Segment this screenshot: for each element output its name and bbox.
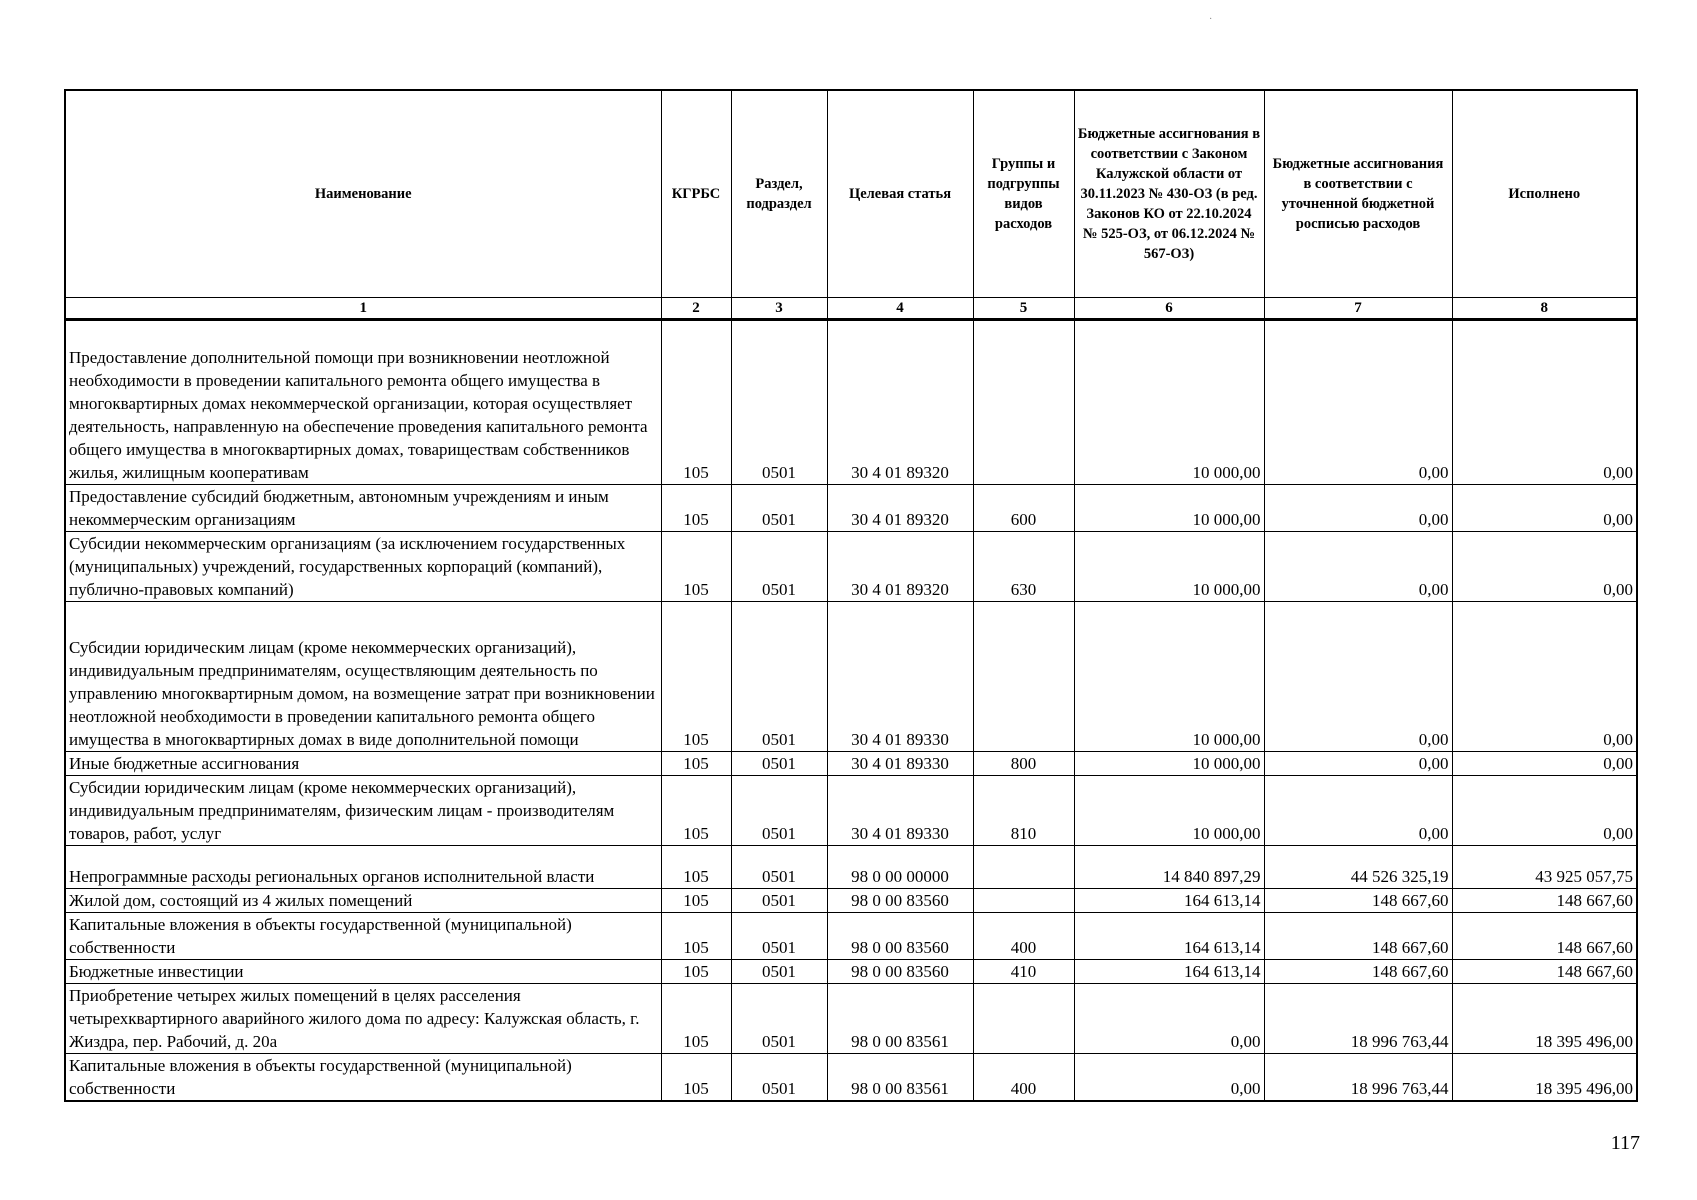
law-allocation-cell: 10 000,00 (1074, 485, 1264, 532)
row-name-cell: Непрограммные расходы региональных органов исполнительной власти (65, 846, 661, 889)
executed-cell: 0,00 (1452, 485, 1637, 532)
law-allocation-cell: 164 613,14 (1074, 960, 1264, 984)
target-article-cell: 30 4 01 89320 (827, 320, 973, 485)
row-name-cell: Приобретение четырех жилых помещений в целях расселения четырехквартирного аварийного жилого дома по адресу: Калужская область, г. Жиздра, пер. Рабочий, д. 20а (65, 984, 661, 1054)
law-allocation-cell: 164 613,14 (1074, 913, 1264, 960)
expense-group-cell: 400 (973, 913, 1074, 960)
law-allocation-cell: 0,00 (1074, 984, 1264, 1054)
executed-cell: 0,00 (1452, 320, 1637, 485)
roster-allocation-cell: 148 667,60 (1264, 889, 1452, 913)
section-cell: 0501 (731, 776, 827, 846)
table-row (65, 960, 1637, 984)
scan-mark: · (1209, 14, 1213, 25)
target-article-cell: 30 4 01 89330 (827, 602, 973, 752)
page-number: 117 (1610, 1132, 1640, 1154)
kgrbs-cell: 105 (661, 485, 731, 532)
section-cell: 0501 (731, 913, 827, 960)
section-cell: 0501 (731, 532, 827, 602)
column-number: 2 (661, 298, 731, 320)
row-name-cell: Жилой дом, состоящий из 4 жилых помещений (65, 889, 661, 913)
table-row (65, 752, 1637, 776)
table-header (65, 90, 1637, 320)
header-target-article: Целевая статья (827, 90, 973, 298)
expense-group-cell: 410 (973, 960, 1074, 984)
section-cell: 0501 (731, 984, 827, 1054)
law-allocation-cell: 14 840 897,29 (1074, 846, 1264, 889)
row-name-cell: Капитальные вложения в объекты государственной (муниципальной) собственности (65, 1054, 661, 1102)
roster-allocation-cell: 0,00 (1264, 776, 1452, 846)
law-allocation-cell: 10 000,00 (1074, 320, 1264, 485)
table-row (65, 889, 1637, 913)
table-row (65, 485, 1637, 532)
target-article-cell: 30 4 01 89330 (827, 752, 973, 776)
header-name: Наименование (65, 90, 661, 298)
table-row (65, 1054, 1637, 1102)
kgrbs-cell: 105 (661, 320, 731, 485)
executed-cell: 43 925 057,75 (1452, 846, 1637, 889)
executed-cell: 0,00 (1452, 532, 1637, 602)
law-allocation-cell: 0,00 (1074, 1054, 1264, 1102)
target-article-cell: 30 4 01 89320 (827, 532, 973, 602)
table-body (65, 320, 1637, 1102)
target-article-cell: 30 4 01 89330 (827, 776, 973, 846)
roster-allocation-cell: 0,00 (1264, 752, 1452, 776)
executed-cell: 0,00 (1452, 752, 1637, 776)
target-article-cell: 98 0 00 83561 (827, 984, 973, 1054)
section-cell: 0501 (731, 752, 827, 776)
executed-cell: 0,00 (1452, 602, 1637, 752)
target-article-cell: 30 4 01 89320 (827, 485, 973, 532)
section-cell: 0501 (731, 960, 827, 984)
column-number: 1 (65, 298, 661, 320)
executed-cell: 148 667,60 (1452, 913, 1637, 960)
budget-table (64, 89, 1638, 1102)
target-article-cell: 98 0 00 00000 (827, 846, 973, 889)
kgrbs-cell: 105 (661, 913, 731, 960)
target-article-cell: 98 0 00 83560 (827, 913, 973, 960)
row-name-cell: Бюджетные инвестиции (65, 960, 661, 984)
expense-group-cell: 800 (973, 752, 1074, 776)
section-cell: 0501 (731, 485, 827, 532)
column-number: 7 (1264, 298, 1452, 320)
roster-allocation-cell: 148 667,60 (1264, 913, 1452, 960)
executed-cell: 148 667,60 (1452, 960, 1637, 984)
law-allocation-cell: 10 000,00 (1074, 602, 1264, 752)
header-law-allocation: Бюджетные ассигнования в соответствии с Законом Калужской области от 30.11.2023 № 430-ОЗ (в ред. Законов КО от 22.10.2024 № 525-ОЗ, от 06.12.2024 № 567-ОЗ) (1074, 90, 1264, 298)
column-number: 6 (1074, 298, 1264, 320)
header-section: Раздел, подраздел (731, 90, 827, 298)
executed-cell: 18 395 496,00 (1452, 984, 1637, 1054)
section-cell: 0501 (731, 602, 827, 752)
law-allocation-cell: 10 000,00 (1074, 532, 1264, 602)
row-name-cell: Предоставление дополнительной помощи при возникновении неотложной необходимости в проведении капитального ремонта общего имущества в многоквартирных домах некоммерческой организации, которая осуществляет деятельность, направленную на обеспечение проведения капитального ремонта общего имущества в многоквартирных домах, товариществам собственников жилья, жилищным кооперативам (65, 320, 661, 485)
expense-group-cell: 630 (973, 532, 1074, 602)
roster-allocation-cell: 18 996 763,44 (1264, 1054, 1452, 1102)
kgrbs-cell: 105 (661, 532, 731, 602)
kgrbs-cell: 105 (661, 960, 731, 984)
kgrbs-cell: 105 (661, 1054, 731, 1102)
row-name-cell: Субсидии юридическим лицам (кроме некоммерческих организаций), индивидуальным предпринимателям, осуществляющим деятельность по управлению многоквартирным домом, на возмещение затрат при возникновении неотложной необходимости в проведении капитального ремонта общего имущества в многоквартирных домах в виде дополнительной помощи (65, 602, 661, 752)
expense-group-cell (973, 984, 1074, 1054)
header-executed: Исполнено (1452, 90, 1637, 298)
row-name-cell: Предоставление субсидий бюджетным, автономным учреждениям и иным некоммерческим организациям (65, 485, 661, 532)
law-allocation-cell: 10 000,00 (1074, 776, 1264, 846)
header-kgrbs: КГРБС (661, 90, 731, 298)
section-cell: 0501 (731, 320, 827, 485)
target-article-cell: 98 0 00 83560 (827, 960, 973, 984)
header-expense-group: Группы и подгруппы видов расходов (973, 90, 1074, 298)
header-roster-allocation: Бюджетные ассигнования в соответствии с уточненной бюджетной росписью расходов (1264, 90, 1452, 298)
table-row (65, 984, 1637, 1054)
roster-allocation-cell: 148 667,60 (1264, 960, 1452, 984)
section-cell: 0501 (731, 846, 827, 889)
table-row (65, 602, 1637, 752)
executed-cell: 148 667,60 (1452, 889, 1637, 913)
section-cell: 0501 (731, 889, 827, 913)
expense-group-cell (973, 320, 1074, 485)
expense-group-cell (973, 602, 1074, 752)
kgrbs-cell: 105 (661, 776, 731, 846)
roster-allocation-cell: 18 996 763,44 (1264, 984, 1452, 1054)
table-row (65, 532, 1637, 602)
row-name-cell: Субсидии некоммерческим организациям (за исключением государственных (муниципальных) учреждений, государственных корпораций (компаний), публично-правовых компаний) (65, 532, 661, 602)
kgrbs-cell: 105 (661, 846, 731, 889)
roster-allocation-cell: 0,00 (1264, 320, 1452, 485)
table-row (65, 846, 1637, 889)
expense-group-cell: 400 (973, 1054, 1074, 1102)
column-number: 3 (731, 298, 827, 320)
section-cell: 0501 (731, 1054, 827, 1102)
law-allocation-cell: 10 000,00 (1074, 752, 1264, 776)
row-name-cell: Иные бюджетные ассигнования (65, 752, 661, 776)
kgrbs-cell: 105 (661, 984, 731, 1054)
executed-cell: 0,00 (1452, 776, 1637, 846)
roster-allocation-cell: 0,00 (1264, 485, 1452, 532)
roster-allocation-cell: 44 526 325,19 (1264, 846, 1452, 889)
column-number: 8 (1452, 298, 1637, 320)
kgrbs-cell: 105 (661, 752, 731, 776)
column-number: 5 (973, 298, 1074, 320)
row-name-cell: Субсидии юридическим лицам (кроме некоммерческих организаций), индивидуальным предпринимателям, физическим лицам - производителям товаров, работ, услуг (65, 776, 661, 846)
target-article-cell: 98 0 00 83560 (827, 889, 973, 913)
column-number: 4 (827, 298, 973, 320)
expense-group-cell: 810 (973, 776, 1074, 846)
roster-allocation-cell: 0,00 (1264, 532, 1452, 602)
roster-allocation-cell: 0,00 (1264, 602, 1452, 752)
expense-group-cell (973, 889, 1074, 913)
table-row (65, 913, 1637, 960)
table-row (65, 320, 1637, 485)
executed-cell: 18 395 496,00 (1452, 1054, 1637, 1102)
row-name-cell: Капитальные вложения в объекты государственной (муниципальной) собственности (65, 913, 661, 960)
expense-group-cell: 600 (973, 485, 1074, 532)
target-article-cell: 98 0 00 83561 (827, 1054, 973, 1102)
table-row (65, 776, 1637, 846)
expense-group-cell (973, 846, 1074, 889)
law-allocation-cell: 164 613,14 (1074, 889, 1264, 913)
kgrbs-cell: 105 (661, 602, 731, 752)
kgrbs-cell: 105 (661, 889, 731, 913)
